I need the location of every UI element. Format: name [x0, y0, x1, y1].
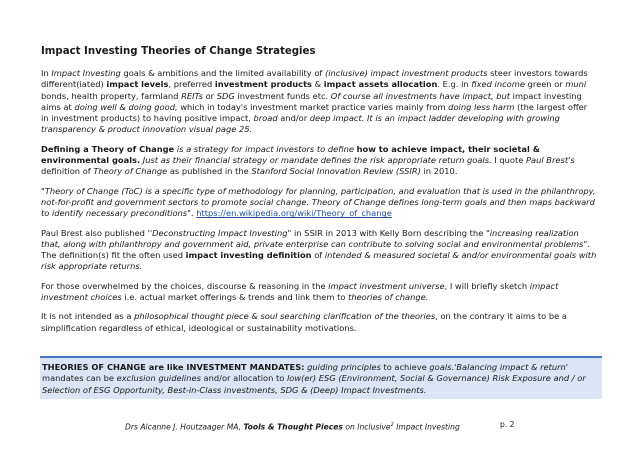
text-run: . The definition(s) fit the often used [41, 238, 590, 261]
text-run: fixed income [471, 79, 525, 90]
paragraph-choices [41, 281, 597, 304]
text-run: which in today's investment market practice varies mainly from [177, 101, 449, 112]
text-run: Paul Brest's [526, 155, 575, 166]
text-run: low(er) ESG (Environment, Social & Governance) Risk Exposure and / or Selection of ESG Opportunity, Best-in-Class investments, SDG & (Deep) Impact Investments. [42, 373, 586, 395]
text-run: and/or [277, 113, 310, 124]
text-run: muni [565, 79, 587, 90]
text-run: (inclusive) impact investment products [325, 68, 488, 78]
text-run: and/or allocation to [200, 373, 287, 384]
text-run: doing less harm [448, 101, 515, 112]
text-run: & [312, 79, 324, 90]
text-run: , on the contrary it aims to be a simplification regardless of ethical, ideological or sustainability motivations. [41, 311, 567, 333]
footer-topic: Impact Investing [393, 422, 460, 432]
text-run: ''Deconstructing Impact Investing" [147, 227, 292, 238]
text-run: impact assets allocation [323, 79, 438, 90]
paragraph-deconstructing-impact [41, 228, 597, 273]
text-run: Of course all investments have impact, but [330, 90, 511, 101]
text-run: goals.'Balancing impact & return' [429, 362, 569, 372]
text-run: steer investors towards different(iated) [41, 68, 588, 90]
text-run: deep impact. It is an impact ladder developing with growing transparency & product innovation visual page 25. [41, 113, 560, 135]
paragraph-intent [41, 311, 597, 334]
text-run: ". [187, 208, 197, 219]
text-run: (the largest offer in investment products) to having positive impact, [41, 101, 588, 124]
text-run: to achieve [380, 362, 430, 372]
footer-on: on Inclusive [342, 422, 391, 432]
text-run: of [311, 250, 325, 261]
text-run: philosophical thought piece & soul searching clarification of the theories [134, 311, 436, 322]
text-run: Theory of Change (ToC) is a specific type of methodology for planning, participation, and evaluation that is used in the philanthropy, not-for-profit and government sectors to promote social change. Theory of Change defines long-term goals and then maps backward to identify necessary preconditions [41, 185, 596, 219]
text-run: THEORIES OF CHANGE are like INVESTMENT MANDATES: [42, 362, 305, 372]
text-run: doing well & doing good, [74, 101, 178, 112]
text-run: " [41, 185, 45, 196]
text-run: theories of change. [348, 292, 429, 303]
text-run: mandates can be [42, 373, 117, 384]
paragraph-toc-quote [41, 186, 597, 220]
text-run: Defining a Theory of Change [41, 143, 175, 154]
text-run: goals & ambitions and the limited availability of [120, 68, 325, 78]
text-run: investment funds etc. [234, 90, 331, 101]
text-run: broad [253, 113, 278, 124]
text-run: Theory of Change [93, 166, 168, 177]
text-run: "increasing realization that, along with philanthropy and government aid, private enterprise can contribute to solving social and environmental problems" [41, 227, 588, 249]
page-title: Impact Investing Theories of Change Strategies [41, 46, 316, 57]
text-run: impact investment universe [328, 280, 445, 291]
text-run: Impact Investing [51, 68, 121, 78]
text-run: is a strategy for impact investors to define [174, 143, 357, 154]
footer-author: Drs Alcanne J. Houtzaager MA, [125, 422, 244, 432]
text-run: In [41, 68, 52, 78]
text-run: Just as their financial strategy or mandate defines the risk appropriate return goals. [140, 155, 492, 166]
footer-series: Tools & Thought Pieces [243, 422, 343, 432]
paragraph-impact-levels [41, 68, 597, 136]
text-run: SDG [216, 90, 235, 101]
text-run: impact investing aims at [41, 90, 582, 112]
text-run: i.e. actual market offerings & trends and link them to [121, 292, 349, 303]
text-run: . E.g. in [437, 79, 472, 90]
text-run: REITs [181, 90, 203, 101]
text-run: For those overwhelmed by the choices, discourse & reasoning in the [41, 280, 329, 291]
footer-credit [125, 420, 460, 433]
document-body [41, 45, 597, 342]
text-run: Paul Brest also published [41, 227, 148, 238]
wikipedia-link[interactable]: https://en.wikipedia.org/wiki/Theory_of_change [196, 208, 392, 219]
text-run: It is not intended as a [41, 311, 135, 322]
text-run: I quote [491, 155, 527, 166]
highlight-box-theories-mandates [40, 356, 602, 399]
text-run: as published in the [167, 166, 252, 177]
text-run: in 2010. [420, 166, 458, 177]
text-run: bonds, health property, farmland [41, 90, 182, 101]
text-run: investment products [214, 79, 312, 90]
text-run: impact levels [106, 79, 169, 90]
paragraph-defining-theory-of-change [41, 144, 597, 178]
text-run: intended & measured societal & and/or environmental goals with risk appropriate returns. [41, 250, 597, 272]
text-run: Stanford Social Innovation Review (SSIR) [251, 166, 421, 177]
footer-superscript: 2 [390, 422, 394, 428]
text-run: impact investing definition [185, 250, 312, 261]
text-run: , I will briefly sketch [444, 280, 530, 291]
text-run: impact investment choices [41, 280, 559, 303]
text-run: how to achieve impact, their societal & environmental goals. [41, 143, 540, 166]
text-run: green or [524, 79, 566, 90]
text-run: exclusion guidelines [116, 373, 201, 384]
text-run: , preferred [168, 79, 215, 90]
text-run: or [202, 90, 217, 101]
text-run: definition of [41, 166, 94, 177]
text-run: in SSIR in 2013 with Kelly Born describing the [291, 227, 486, 238]
page-number: p. 2 [500, 420, 515, 429]
text-run: guiding principles [304, 362, 381, 372]
